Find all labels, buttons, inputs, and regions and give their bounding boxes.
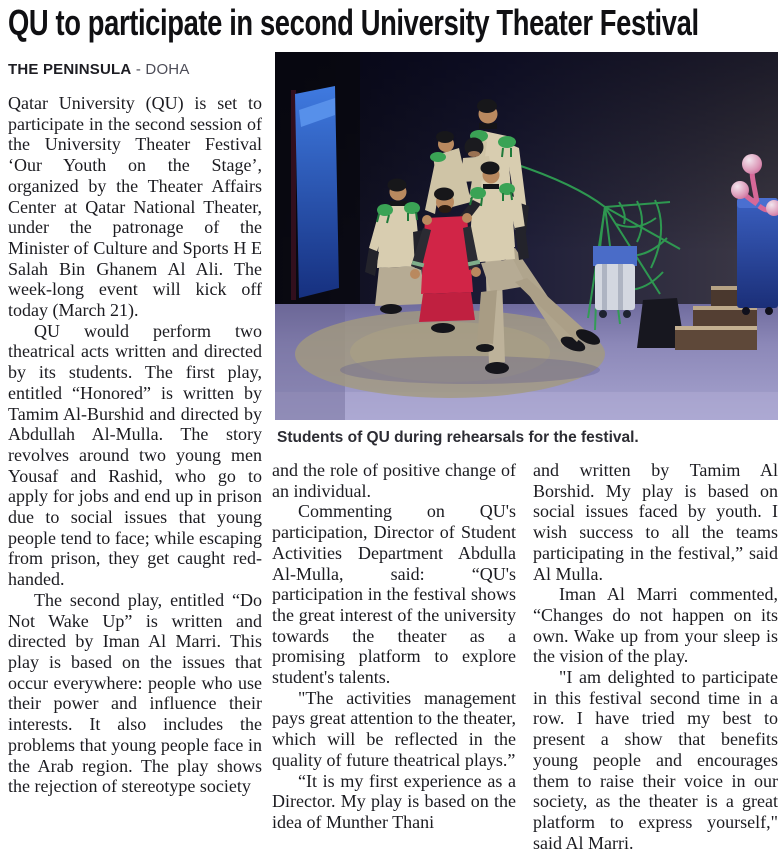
paragraph: "I am delighted to participate in this festival second time in a row. I have tried my best to present a show that benefits young people and encourages them to raise their voice in our society, as the theater is a great platform to express yourself," said Al Marri. — [533, 667, 778, 853]
paragraph: “It is my first experience as a Director. My play is based on the idea of Munther Thani — [272, 770, 516, 832]
photo-caption: Students of QU during rehearsals for the festival. — [277, 429, 639, 446]
paragraph-continuation: and the role of positive change of an individual. — [272, 460, 516, 501]
byline — [8, 61, 190, 78]
paragraph: The second play, entitled “Do Not Wake Up” is written and directed by Iman Al Marri. This play is based on the issues that occur everywhere: people who use their power and influence their interests. It also includes the problems that young people face in the Arab region. The play shows the rejection of stereotype society — [8, 589, 262, 797]
paragraph-continuation: and written by Tamim Al Borshid. My play is based on social issues faced by youth. I wish success to all the teams participating in the festival,” said Al Mulla. — [533, 460, 778, 584]
column-middle — [272, 460, 516, 862]
stage-scene-illustration — [275, 52, 778, 420]
column-right — [533, 460, 778, 862]
article-headline-text: QU to participate in second University Theater Festival — [8, 2, 699, 43]
paragraph: "The activities management pays great attention to the theater, which will be reflected in the quality of future theatrical plays.” — [272, 687, 516, 770]
byline-source: THE PENINSULA — [8, 61, 132, 78]
paragraph: QU would perform two theatrical acts written and directed by its students. The first play, entitled “Honored” is written by Tamim Al-Burshid and directed by Abdullah Al-Mulla. The story revolves around two young men Yousaf and Rashid, who go to apply for jobs and end up in prison due to social issues that young people tend to face; while escaping from prison, they get caught red-handed. — [8, 320, 262, 590]
paragraph-lead: Qatar University (QU) is set to participate in the second session of the University Theater Festival ‘Our Youth on the Stage’, organized by the Theater Affairs Center at Qatar National Theater, under the patronage of the Minister of Culture and Sports H E Salah Bin Ghanem Al Ali. The week-long event will kick off today (March 21). — [8, 93, 262, 321]
barrel-prop — [593, 246, 637, 318]
column-left — [8, 93, 262, 862]
byline-location: DOHA — [145, 61, 190, 78]
byline-separator: - — [135, 61, 142, 78]
paragraph: Iman Al Marri commented, “Changes do not happen on its own. Wake up from your sleep is the vision of the play. — [533, 584, 778, 667]
stage-photo — [275, 52, 778, 420]
paragraph: Commenting on QU's participation, Director of Student Activities Department Abdulla Al-Mulla, said: “QU's participation in the festival shows the great interest of the university towards the theater as a promising platform to explore student's talents. — [272, 501, 516, 688]
article-headline — [8, 2, 778, 44]
